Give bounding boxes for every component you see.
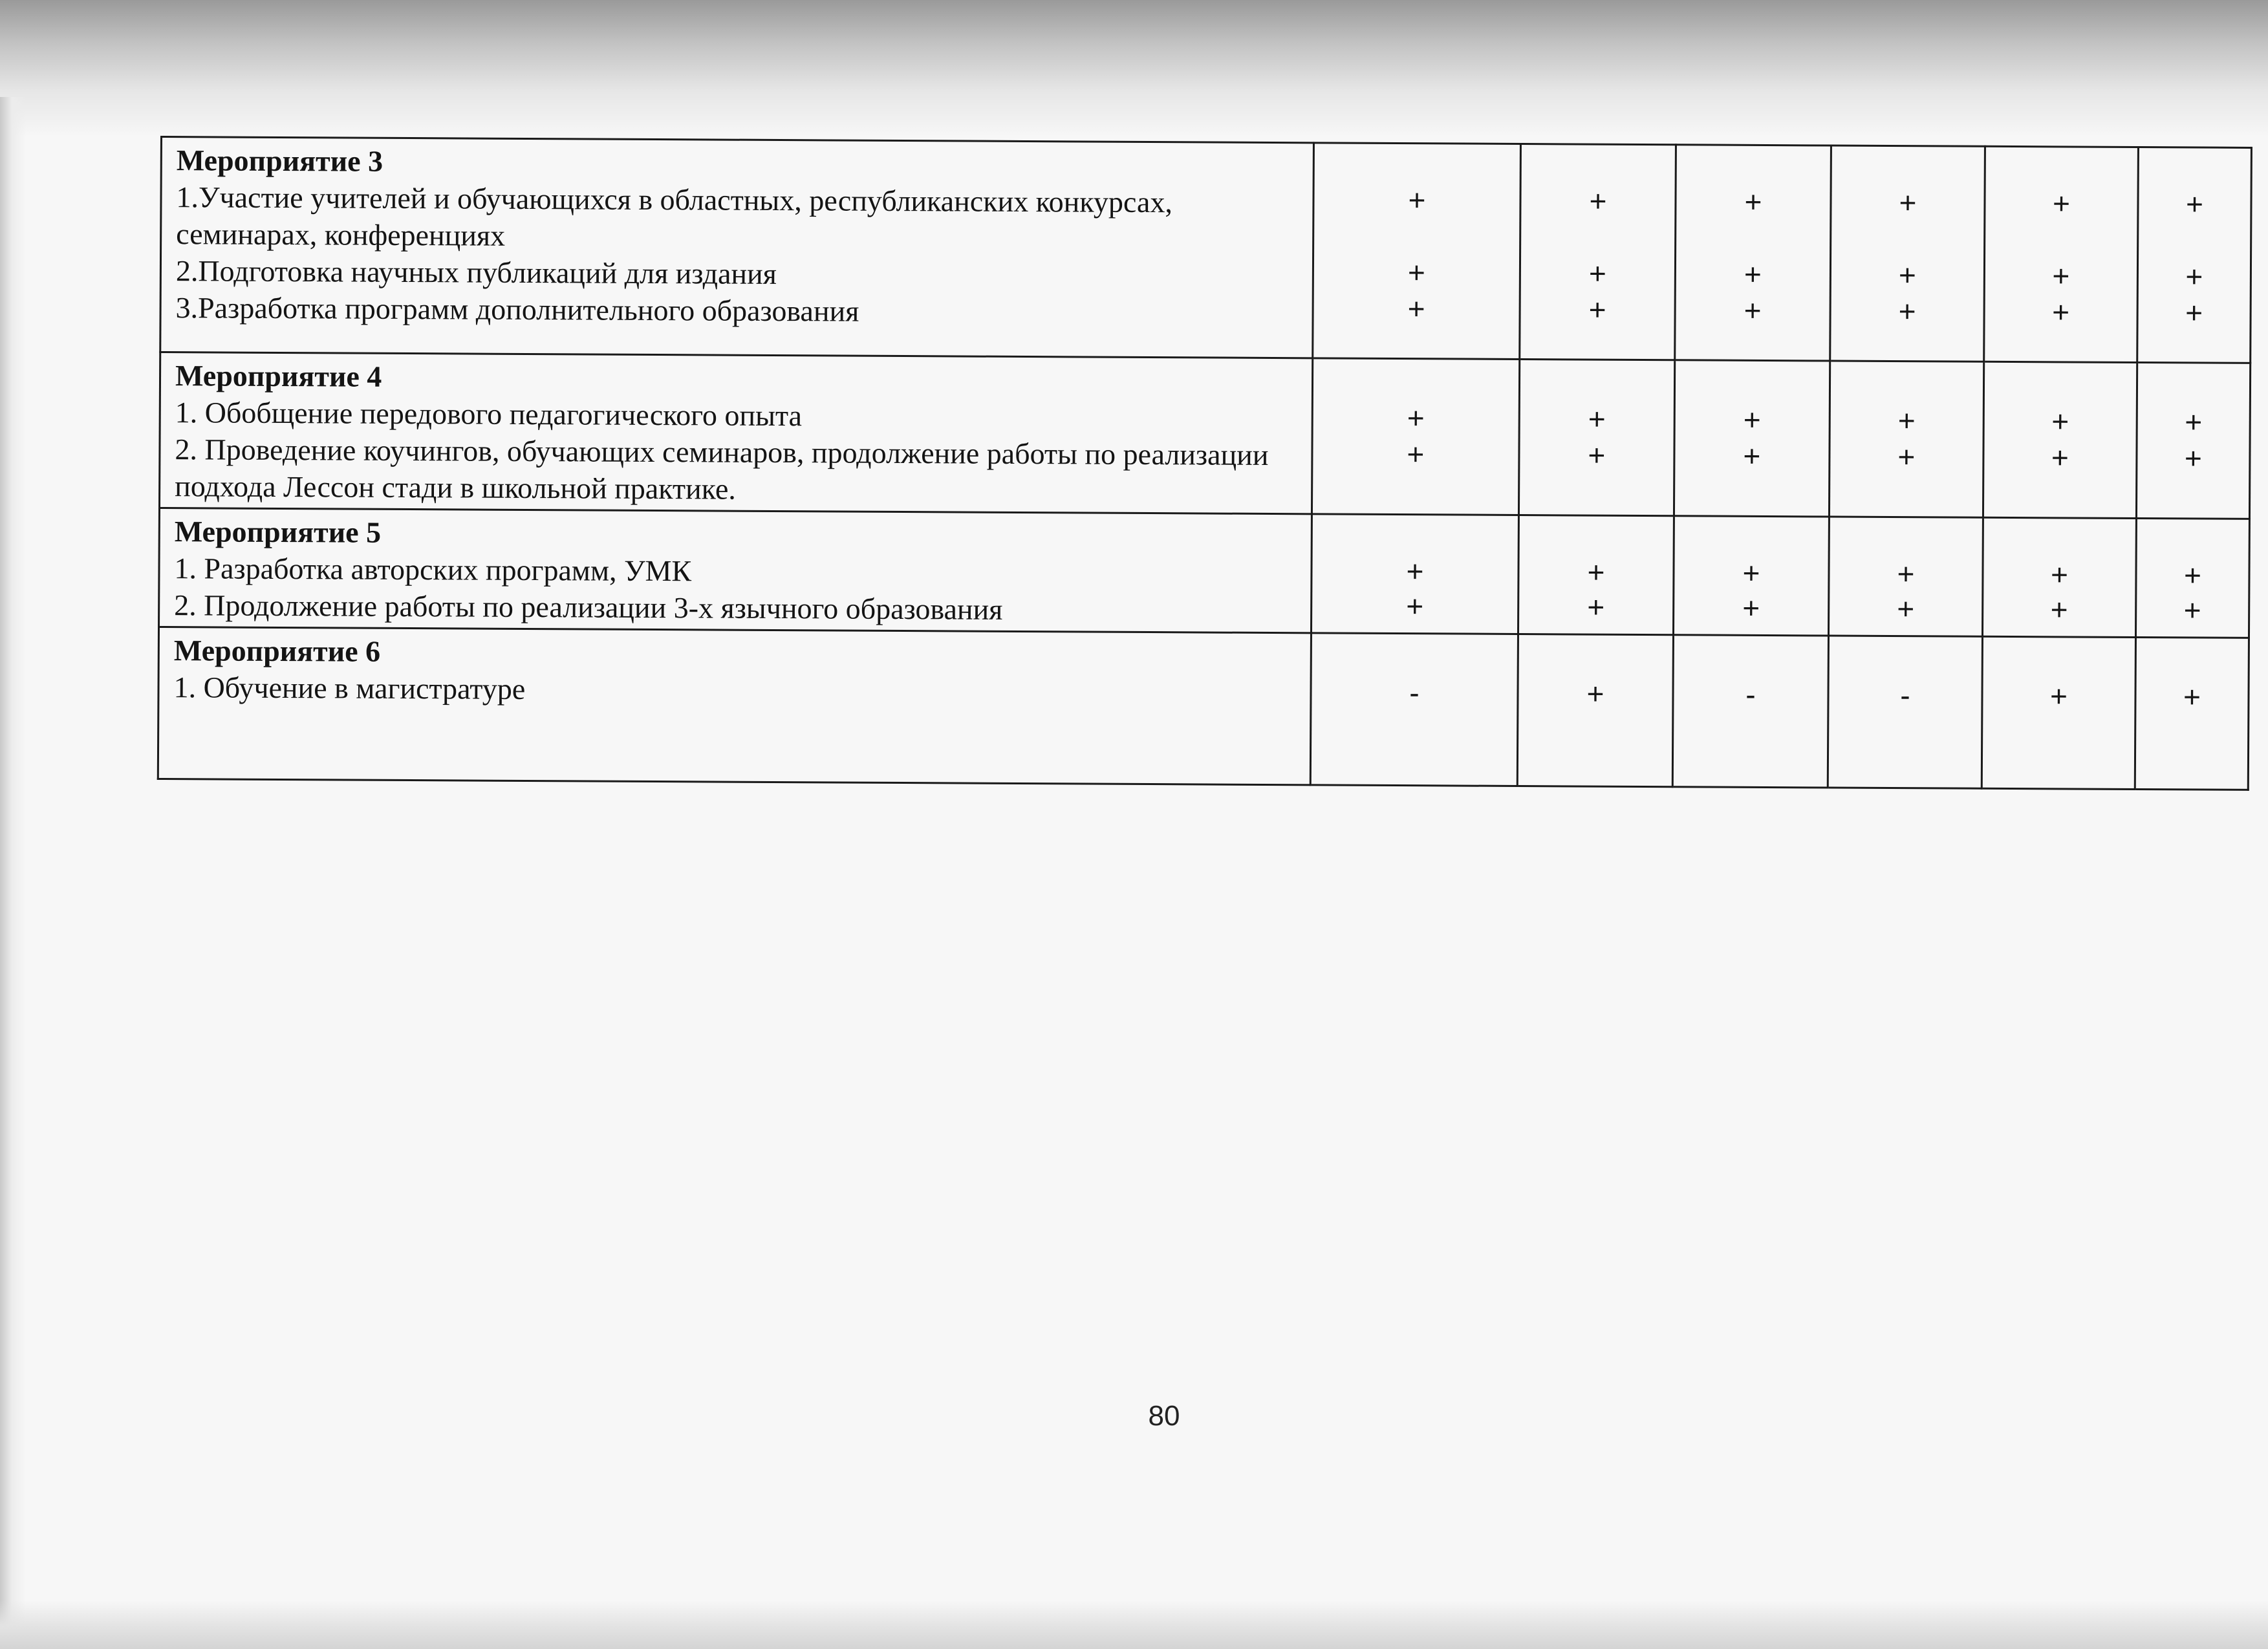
event-3-title: Мероприятие 3 (176, 144, 383, 178)
event-5-col-6 (2135, 519, 2249, 638)
mark: + (1408, 183, 1426, 217)
event-3-item-2: 2.Подготовка научных публикаций для издания (175, 254, 777, 290)
event-5-col-2 (1518, 515, 1674, 635)
mark: + (1743, 438, 1761, 473)
mark: + (2051, 440, 2069, 475)
event-5-item-1: 1. Разработка авторских программ, УМК (174, 552, 692, 588)
mark: + (1406, 554, 1424, 588)
mark: + (1407, 255, 1425, 290)
event-5-description (159, 508, 1312, 632)
mark: + (1589, 184, 1607, 218)
mark: - (1409, 676, 1420, 710)
mark: - (1900, 678, 1910, 713)
mark: + (1742, 555, 1760, 590)
event-4-description (159, 352, 1312, 514)
mark: + (1743, 402, 1761, 436)
event-4-col-6 (2136, 363, 2250, 519)
event-4-item-2: 2. Проведение коучингов, обучающих семинаров, продолжение работы по реализации подхода Лессон стади в школьной практике. (175, 433, 1269, 506)
table-row-event-5 (159, 508, 2250, 638)
event-5-col-4 (1828, 517, 1983, 636)
mark: + (1407, 437, 1425, 471)
mark: + (1744, 293, 1762, 327)
mark: + (1586, 676, 1604, 711)
event-3-col-4 (1830, 146, 1985, 361)
mark: + (1742, 590, 1760, 625)
event-3-col-5 (1984, 146, 2139, 362)
table-row-event-4 (159, 352, 2250, 519)
event-5-col-5 (1982, 517, 2136, 637)
event-6-col-2 (1517, 634, 1673, 787)
mark: + (2052, 259, 2070, 293)
mark: + (1899, 186, 1917, 220)
event-6-col-6 (2135, 638, 2249, 790)
event-6-title: Мероприятие 6 (173, 634, 381, 668)
scan-edge-bottom (0, 1600, 2268, 1649)
page-number: 80 (1148, 1400, 1180, 1432)
mark: + (1407, 292, 1425, 326)
event-3-col-6 (2137, 147, 2252, 363)
event-4-col-1 (1312, 358, 1519, 515)
event-6-col-3 (1672, 635, 1828, 788)
mark: + (1588, 402, 1606, 436)
event-4-col-5 (1983, 361, 2137, 518)
event-5-col-3 (1673, 516, 1829, 636)
mark: + (1897, 592, 1915, 626)
mark: + (2185, 405, 2203, 439)
event-3-description (160, 137, 1314, 358)
mark: + (2183, 558, 2202, 592)
event-5-col-1 (1311, 514, 1518, 634)
scan-edge-left (0, 97, 26, 1649)
mark: + (2185, 187, 2204, 221)
plan-table (157, 136, 2252, 791)
mark: + (2185, 296, 2203, 330)
event-4-item-1: 1. Обобщение передового педагогического опыта (175, 396, 803, 433)
event-3-col-2 (1520, 144, 1676, 360)
mark: + (2051, 404, 2069, 438)
mark: + (1897, 557, 1915, 591)
event-6-col-4 (1828, 636, 1982, 788)
mark: + (2184, 441, 2203, 475)
mark: + (2052, 186, 2071, 221)
event-6-col-5 (1982, 636, 2135, 789)
event-4-title: Мероприятие 4 (175, 359, 382, 393)
mark: + (2050, 592, 2068, 627)
mark: + (2183, 680, 2201, 714)
mark: + (1898, 258, 1916, 292)
event-4-col-3 (1674, 360, 1830, 517)
mark: + (1588, 292, 1606, 327)
event-6-item-1: 1. Обучение в магистратуре (173, 671, 526, 706)
mark: + (1407, 401, 1425, 435)
mark: + (1406, 589, 1424, 623)
scan-shadow-top (0, 0, 2268, 136)
mark: + (1744, 257, 1762, 291)
event-6-description (158, 627, 1311, 784)
mark: + (2049, 679, 2068, 713)
event-3-col-3 (1675, 145, 1831, 361)
mark: + (1898, 294, 1916, 329)
mark: + (2050, 557, 2069, 592)
mark: + (1587, 555, 1605, 589)
event-3-col-1 (1313, 143, 1521, 360)
event-3-item-3: 3.Разработка программ дополнительного образования (175, 291, 859, 328)
event-5-item-2: 2. Продолжение работы по реализации 3-х язычного образования (174, 588, 1003, 626)
table-row-event-3 (160, 137, 2252, 363)
mark: + (1897, 404, 1916, 438)
event-4-col-4 (1829, 361, 1983, 517)
event-5-title: Мероприятие 5 (174, 515, 382, 549)
event-4-col-2 (1518, 360, 1674, 516)
mark: + (1744, 184, 1762, 219)
mark: + (2183, 593, 2201, 627)
table-row-event-6 (158, 627, 2249, 790)
mark: + (2052, 295, 2070, 329)
mark: + (1588, 438, 1606, 472)
mark: + (1587, 590, 1605, 624)
mark: + (1588, 256, 1606, 290)
mark: + (1897, 440, 1916, 474)
event-6-col-1 (1310, 633, 1518, 786)
event-3-item-1: 1.Участие учителей и обучающихся в областных, республиканских конкурсах, семинарах, конференциях (176, 180, 1173, 252)
mark: - (1745, 677, 1756, 711)
mark: + (2185, 259, 2203, 294)
